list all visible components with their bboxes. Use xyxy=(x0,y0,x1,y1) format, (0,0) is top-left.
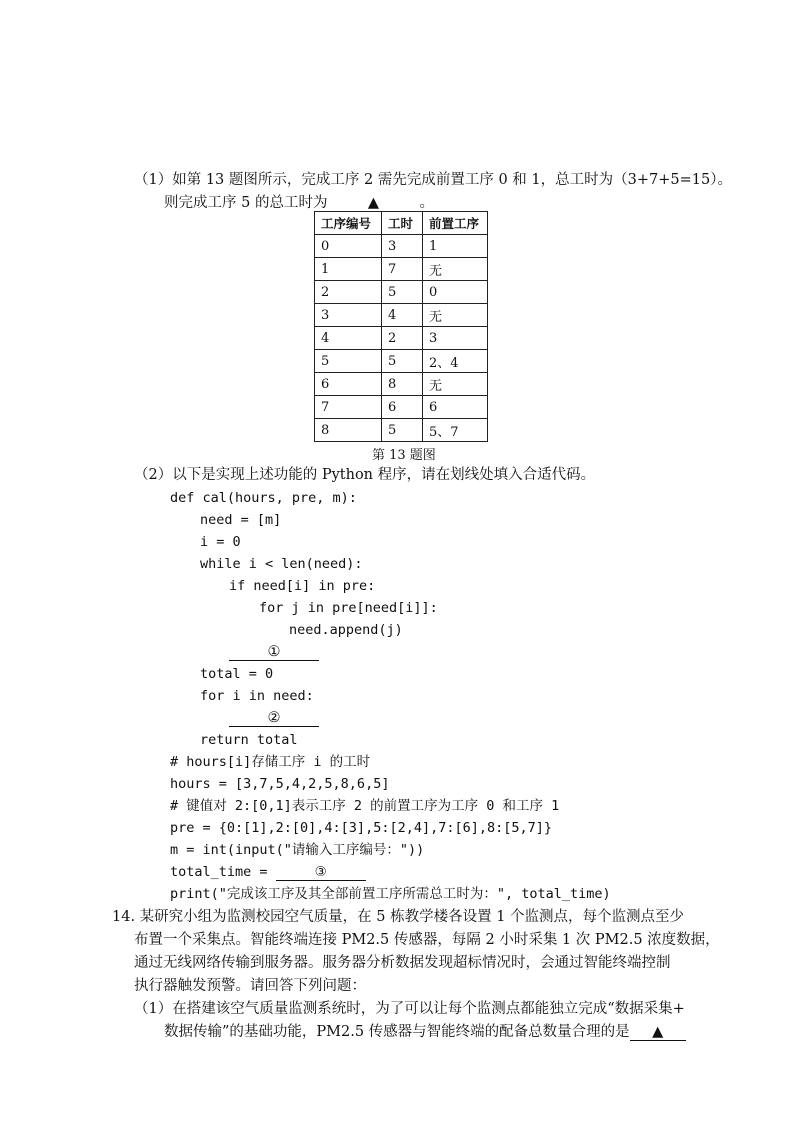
code-blank-2[interactable]: ② xyxy=(229,710,319,727)
q14-line4: 执行器触发预警。请回答下列问题： xyxy=(134,978,366,994)
table-header: 前置工序 xyxy=(423,212,488,235)
code-blank-line xyxy=(229,708,319,728)
table-row xyxy=(315,373,488,396)
table-cell: 2、4 xyxy=(423,350,488,373)
table-cell: 6 xyxy=(382,396,423,419)
table-cell: 3 xyxy=(423,327,488,350)
table-cell: 无 xyxy=(423,304,488,327)
code-line: while i < len(need): xyxy=(200,556,363,572)
table-cell: 无 xyxy=(423,258,488,281)
table-cell: 7 xyxy=(315,396,382,419)
table-row xyxy=(315,304,488,327)
code-line: for i in need: xyxy=(200,688,314,704)
table-cell: 0 xyxy=(315,235,382,258)
table-row xyxy=(315,327,488,350)
code-line: need = [m] xyxy=(200,512,282,528)
q13-part1-end: 。 xyxy=(419,195,434,211)
table-cell: 4 xyxy=(382,304,423,327)
table-cell: 8 xyxy=(315,419,382,442)
table-cell: 2 xyxy=(315,281,382,304)
code-line: print("完成该工序及其全部前置工序所需总工时为：", total_time) xyxy=(170,886,611,902)
table-header: 工时 xyxy=(382,212,423,235)
q13-part2-intro: （2）以下是实现上述功能的 Python 程序，请在划线处填入合适代码。 xyxy=(134,467,596,483)
table-row xyxy=(315,419,488,442)
table-cell: 1 xyxy=(423,235,488,258)
table-cell: 3 xyxy=(382,235,423,258)
answer-blank[interactable]: ▲ xyxy=(327,195,419,212)
table-cell: 6 xyxy=(423,396,488,419)
code-line: for j in pre[need[i]]: xyxy=(259,600,438,616)
table-cell: 无 xyxy=(423,373,488,396)
q14-line2: 布置一个采集点。智能终端连接 PM2.5 传感器，每隔 2 小时采集 1 次 PM2.5 浓度数据， xyxy=(134,932,720,948)
code-line: m = int(input("请输入工序编号：")) xyxy=(170,842,425,858)
table-row xyxy=(315,281,488,304)
table-cell: 4 xyxy=(315,327,382,350)
code-line: def cal(hours, pre, m): xyxy=(170,490,357,506)
table-cell: 5 xyxy=(382,419,423,442)
table-row xyxy=(315,396,488,419)
table-header-row xyxy=(315,212,488,235)
table-cell: 5 xyxy=(382,281,423,304)
code-line: need.append(j) xyxy=(289,622,403,638)
table-cell: 8 xyxy=(382,373,423,396)
q14-line3: 通过无线网络传输到服务器。服务器分析数据发现超标情况时，会通过智能终端控制 xyxy=(134,955,671,971)
table-cell: 0 xyxy=(423,281,488,304)
code-line: if need[i] in pre: xyxy=(229,578,376,594)
table-cell: 6 xyxy=(315,373,382,396)
table-cell: 5 xyxy=(315,350,382,373)
q14-line1: 14. 某研究小组为监测校园空气质量，在 5 栋教学楼各设置 1 个监测点，每个监测点至少 xyxy=(112,909,685,925)
q14-part1-text: 数据传输”的基础功能，PM2.5 传感器与智能终端的配备总数量合理的是 xyxy=(164,1024,630,1040)
table-cell: 2 xyxy=(382,327,423,350)
code-comment: # hours[i]存储工序 i 的工时 xyxy=(170,754,371,770)
code-blank-1[interactable]: ① xyxy=(229,644,319,661)
table-row xyxy=(315,258,488,281)
code-blank-3[interactable]: ③ xyxy=(276,864,366,881)
process-table xyxy=(314,211,488,442)
table-cell: 1 xyxy=(315,258,382,281)
q13-part1-text: 则完成工序 5 的总工时为 xyxy=(164,195,328,211)
code-line: return total xyxy=(200,732,298,748)
table-caption: 第 13 题图 xyxy=(372,448,436,463)
answer-blank[interactable]: ▲ xyxy=(630,1024,686,1041)
code-line: pre = {0:[1],2:[0],4:[3],5:[2,4],7:[6],8:[5,7]} xyxy=(170,820,553,836)
table-cell: 7 xyxy=(382,258,423,281)
code-blank-line xyxy=(229,642,319,662)
code-text: total_time = xyxy=(170,864,268,880)
table-row xyxy=(315,350,488,373)
q14-part1-line2 xyxy=(164,1022,686,1042)
table-cell: 3 xyxy=(315,304,382,327)
table-cell: 5、7 xyxy=(423,419,488,442)
table-header: 工序编号 xyxy=(315,212,382,235)
code-line: hours = [3,7,5,4,2,5,8,6,5] xyxy=(170,776,390,792)
code-line: total = 0 xyxy=(200,666,274,682)
code-comment: # 键值对 2:[0,1]表示工序 2 的前置工序为工序 0 和工序 1 xyxy=(170,798,560,814)
code-line xyxy=(170,862,366,882)
q13-part1-line1: （1）如第 13 题图所示，完成工序 2 需先完成前置工序 0 和 1，总工时为（3+7+5=15）。 xyxy=(134,172,732,188)
code-line: i = 0 xyxy=(200,534,241,550)
q13-part1-line2 xyxy=(164,193,434,213)
table-cell: 5 xyxy=(382,350,423,373)
q14-part1-line1: （1）在搭建该空气质量监测系统时，为了可以让每个监测点都能独立完成“数据采集+ xyxy=(134,1001,685,1017)
table-row xyxy=(315,235,488,258)
